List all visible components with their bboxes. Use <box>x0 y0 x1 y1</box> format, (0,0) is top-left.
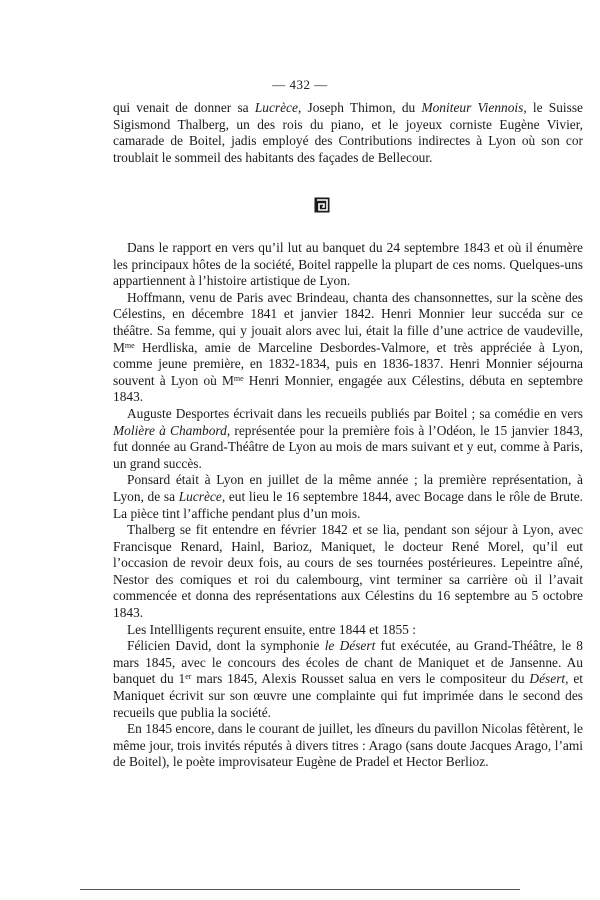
fleuron-icon <box>314 197 330 213</box>
title-lucrece: Lucrèce <box>254 100 298 115</box>
paragraph-ponsard: Ponsard était à Lyon en juillet de la même année ; la première représentation, à Lyon, de sa Lucrèce, eut lieu le 16 septembre 1844, avec Bocage dans le rôle de Brute. La pièce tint l’affiche pendant plus d’un mois. <box>113 472 583 521</box>
paragraph-rapport: Dans le rapport en vers qu’il lut au banquet du 24 septembre 1843 et où il énumère les principaux hôtes de la société, Boitel rappelle la plupart de ces noms. Quelques-uns appartiennent à l’histoire artistique de Lyon. <box>113 240 583 289</box>
paragraph-thalberg: Thalberg se fit entendre en février 1842 et se lia, pendant son séjour à Lyon, avec Francisque Renard, Hainl, Barioz, Maniquet, le docteur René Morel, qu’il eut l’occasion de revoir deux fois, au cours de ses tournées postérieures. Lepeintre aîné, Nestor des comiques et roi du calembourg, vint terminer sa carrière où il l’avait commencée et donna des représentations aux Célestins du 16 septembre au 5 octobre 1843. <box>113 522 583 621</box>
paragraph-1845: En 1845 encore, dans le courant de juillet, les dîneurs du pavillon Nicolas fêtèrent, le même jour, trois invités réputés à divers titres : Arago (sans doute Jacques Arago, l’ami de Boitel), le poète improvisateur Eugène de Pradel et Hector Berlioz. <box>113 721 583 770</box>
main-text <box>113 240 583 771</box>
intro-block <box>113 100 583 166</box>
paragraph-intelligents: Les Intellligents reçurent ensuite, entre 1844 et 1855 : <box>127 621 416 637</box>
title-moniteur-viennois: Moniteur Viennois <box>421 100 524 115</box>
page-bottom-rule <box>80 889 520 890</box>
paragraph-hoffmann: Hoffmann, venu de Paris avec Brindeau, chanta des chansonnettes, sur la scène des Célestins, en décembre 1841 et janvier 1842. Henri Monnier leur succéda sur ce théâtre. Sa femme, qui y jouait alors avec lui, était la fille d’une actrice de vaudeville, $M^{me}$ Herdliska, amie de Marceline Desbordes-Valmore, et très appréciée à Lyon, comme jeune première, en 1832-1834, puis en 1836-1837. Henri Monnier séjourna souvent à Lyon où $M^{me}$ Henri Monnier, engagée aux Célestins, débuta en septembre 1843. <box>113 289 583 405</box>
paragraph-david: Félicien David, dont la symphonie le Désert fut exécutée, au Grand-Théâtre, le 8 mars 1845, avec le concours des écoles de chant de Maniquet et de Jansenne. Au banquet du 1er mars 1845, Alexis Rousset salua en vers le compositeur du Désert, et Maniquet écrivit sur son œuvre une complainte qui fut imprimée dans le second des recueils que publia la société. <box>113 638 584 720</box>
paragraph-desportes: Auguste Desportes écrivait dans les recueils publiés par Boitel ; sa comédie en vers Molière à Chambord, représentée pour la première fois à l’Odéon, le 15 janvier 1843, fut donnée au Grand-Théâtre de Lyon au mois de mars suivant et y eut, comme à Paris, un grand succès. <box>113 405 583 471</box>
page-number: — 432 — <box>272 77 328 92</box>
intro-paragraph: qui venait de donner sa Lucrèce, Joseph Thimon, du Moniteur Viennois, le Suisse Sigismond Thalberg, un des rois du piano, et le joyeux corniste Eugène Vivier, camarade de Boitel, jadis employé des Contributions indirectes à Lyon où son cor troublait le sommeil des habitants des façades de Bellecour. <box>113 100 583 165</box>
